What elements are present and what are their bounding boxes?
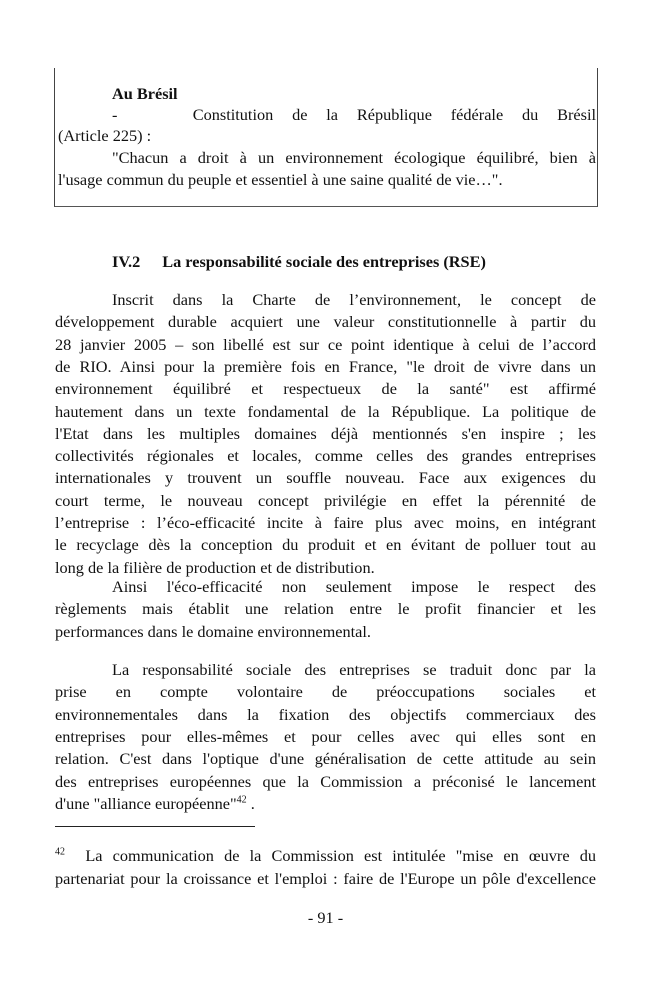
box-line: "Chacun a droit à un environnement écologique équilibré, bien à bbox=[112, 148, 596, 167]
box-line: - Constitution de la République fédérale du Brésil bbox=[112, 105, 596, 124]
paragraph-line bbox=[55, 535, 596, 555]
paragraph-line bbox=[55, 599, 596, 619]
line-text: collectivités régionales et locales, comme celles des grandes entreprises bbox=[55, 446, 596, 466]
line-text: de RIO. Ainsi pour la première fois en France, "le droit de vivre dans un bbox=[55, 356, 596, 376]
line-text: 28 janvier 2005 – son libellé est sur ce point identique à celui de l’accord bbox=[55, 334, 596, 354]
paragraph-line bbox=[112, 290, 596, 310]
line-text: environnement équilibré et respectueux de la santé" est affirmé bbox=[55, 379, 596, 399]
paragraph-line: d'une "alliance européenne"$^{42}$ . bbox=[55, 793, 255, 813]
line-text: long de la filière de production et de distribution. bbox=[55, 557, 375, 577]
paragraph-line bbox=[55, 335, 596, 355]
paragraph-line bbox=[55, 312, 596, 332]
box-line: (Article 225) : bbox=[58, 126, 152, 145]
section-title: La responsabilité sociale des entreprises (RSE) bbox=[162, 252, 486, 271]
paragraph-line bbox=[55, 682, 596, 702]
paragraph-line bbox=[55, 705, 596, 725]
footnote-text: La communication de la Commission est intitulée "mise en œuvre du bbox=[85, 846, 596, 865]
paragraph-line bbox=[55, 772, 596, 792]
line-text: le recyclage dès la conception du produit et en évitant de polluer tout au bbox=[55, 535, 596, 555]
line-text: entreprises pour elles-mêmes et pour celles avec qui elles sont en bbox=[55, 726, 596, 746]
paragraph-line bbox=[55, 446, 596, 466]
line-text: environnementales dans la fixation des objectifs commerciaux des bbox=[55, 704, 596, 724]
paragraph-line bbox=[55, 622, 596, 642]
line-text: Inscrit dans la Charte de l’environnement, le concept de bbox=[112, 290, 596, 309]
paragraph-line bbox=[112, 660, 596, 680]
line-text: court terme, le nouveau concept privilégie en effet la pérennité de bbox=[55, 490, 596, 510]
paragraph-line bbox=[55, 402, 596, 422]
paragraph-line bbox=[55, 727, 596, 747]
paragraph-line bbox=[55, 491, 596, 511]
paragraph-line bbox=[55, 558, 596, 578]
line-text: Ainsi l'éco-efficacité non seulement impose le respect des bbox=[112, 577, 596, 596]
page-number: - 91 - bbox=[307, 908, 344, 927]
footnote-reference[interactable]: 42 bbox=[236, 794, 247, 806]
line-text: prise en compte volontaire de préoccupations sociales et bbox=[55, 682, 596, 702]
paragraph-line bbox=[55, 357, 596, 377]
paragraph-line bbox=[112, 577, 596, 597]
line-text: hautement dans un texte fondamental de la République. La politique de bbox=[55, 401, 596, 421]
line-text: internationales y trouvent un souffle nouveau. Face aux exigences du bbox=[55, 468, 596, 488]
paragraph-line bbox=[55, 468, 596, 488]
footnote-separator bbox=[55, 826, 255, 827]
footnote-line bbox=[55, 846, 596, 866]
line-text: relation. C'est dans l'optique d'une généralisation de cette attitude au sein bbox=[55, 749, 596, 769]
line-text: performances dans le domaine environnemental. bbox=[55, 621, 372, 641]
line-text: règlements mais établit une relation entre le profit financier et les bbox=[55, 599, 596, 619]
section-heading bbox=[112, 252, 650, 272]
line-text: des entreprises européennes que la Commission a préconisé le lancement bbox=[55, 771, 596, 791]
paragraph-line bbox=[55, 424, 596, 444]
footnote-line: partenariat pour la croissance et l'emploi : faire de l'Europe un pôle d'excellence bbox=[55, 869, 596, 888]
line-text: d'une "alliance européenne" bbox=[55, 793, 237, 813]
section-number: IV.2 bbox=[112, 252, 141, 271]
paragraph-line bbox=[55, 513, 596, 533]
paragraph-line bbox=[55, 379, 596, 399]
line-text: l’entreprise : l’éco-efficacité incite à faire plus avec moins, en intégrant bbox=[55, 513, 596, 532]
box-line: l'usage commun du peuple et essentiel à une saine qualité de vie…". bbox=[58, 170, 503, 189]
box-title: Au Brésil bbox=[112, 84, 178, 103]
line-text: développement durable acquiert une valeur constitutionnelle à partir du bbox=[55, 312, 596, 332]
line-text: l'Etat dans les multiples domaines déjà mentionnés s'en inspire ; les bbox=[55, 423, 596, 443]
footnote-number: 42 bbox=[55, 846, 65, 858]
line-text: La responsabilité sociale des entreprises se traduit donc par la bbox=[112, 660, 596, 679]
paragraph-line bbox=[55, 749, 596, 769]
